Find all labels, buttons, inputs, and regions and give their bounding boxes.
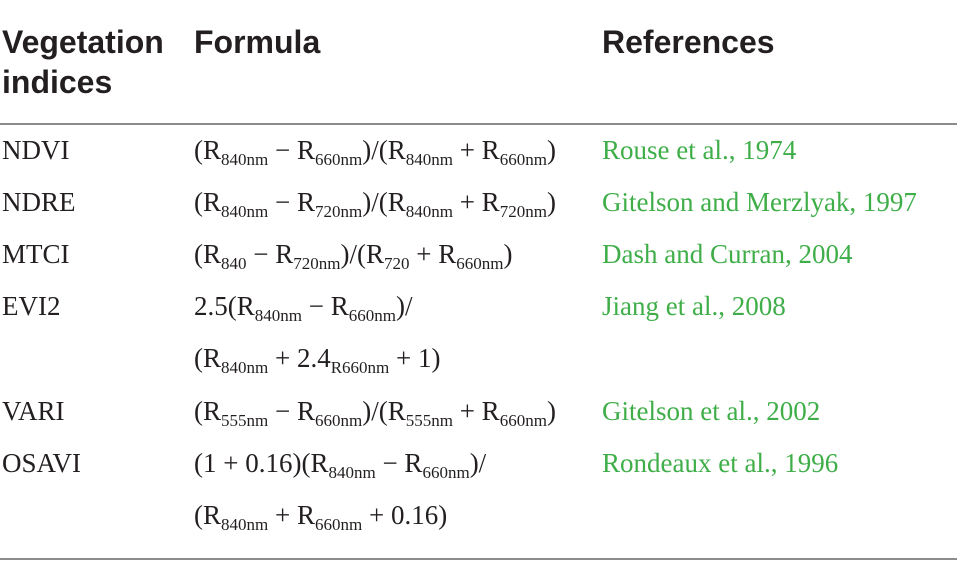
index-name: EVI2 (2, 291, 61, 321)
formula-line: $(R_{555nm} - R_{660nm})/(R_{555nm} + R_{660nm})$ (194, 396, 556, 430)
index-name: OSAVI (2, 448, 82, 478)
header-vegetation-indices: Vegetation indices (2, 24, 164, 100)
reference-link[interactable]: Gitelson and Merzlyak, 1997 (602, 187, 917, 217)
formula-line: $(R_{840} - R_{720nm})/(R_{720} + R_{660nm})$ (194, 239, 513, 273)
index-name: MTCI (2, 239, 70, 269)
index-name: NDVI (2, 135, 70, 165)
table-bottom-rule (0, 558, 957, 560)
reference-link[interactable]: Dash and Curran, 2004 (602, 239, 853, 269)
reference-link[interactable]: Gitelson et al., 2002 (602, 396, 821, 426)
formula-line: $2.5(R_{840nm} - R_{660nm})/$ (194, 291, 413, 325)
index-name: VARI (2, 396, 65, 426)
reference-link[interactable]: Jiang et al., 2008 (602, 291, 786, 321)
formula-line: $(R_{840nm} + 2.4_{R660nm} + 1)$ (194, 343, 441, 377)
reference-link[interactable]: Rondeaux et al., 1996 (602, 448, 839, 478)
formula-line: $(R_{840nm} - R_{660nm})/(R_{840nm} + R_{660nm})$ (194, 135, 556, 169)
formula-line: $(1 + 0.16)(R_{840nm} - R_{660nm})/$ (194, 448, 487, 482)
formula-line: $(R_{840nm} - R_{720nm})/(R_{840nm} + R_{720nm})$ (194, 187, 556, 221)
header-formula: Formula (194, 24, 321, 60)
header-references: References (602, 24, 775, 60)
header-divider (0, 123, 957, 125)
index-name: NDRE (2, 187, 76, 217)
formula-line: $(R_{840nm} + R_{660nm} + 0.16)$ (194, 500, 448, 534)
reference-link[interactable]: Rouse et al., 1974 (602, 135, 797, 165)
